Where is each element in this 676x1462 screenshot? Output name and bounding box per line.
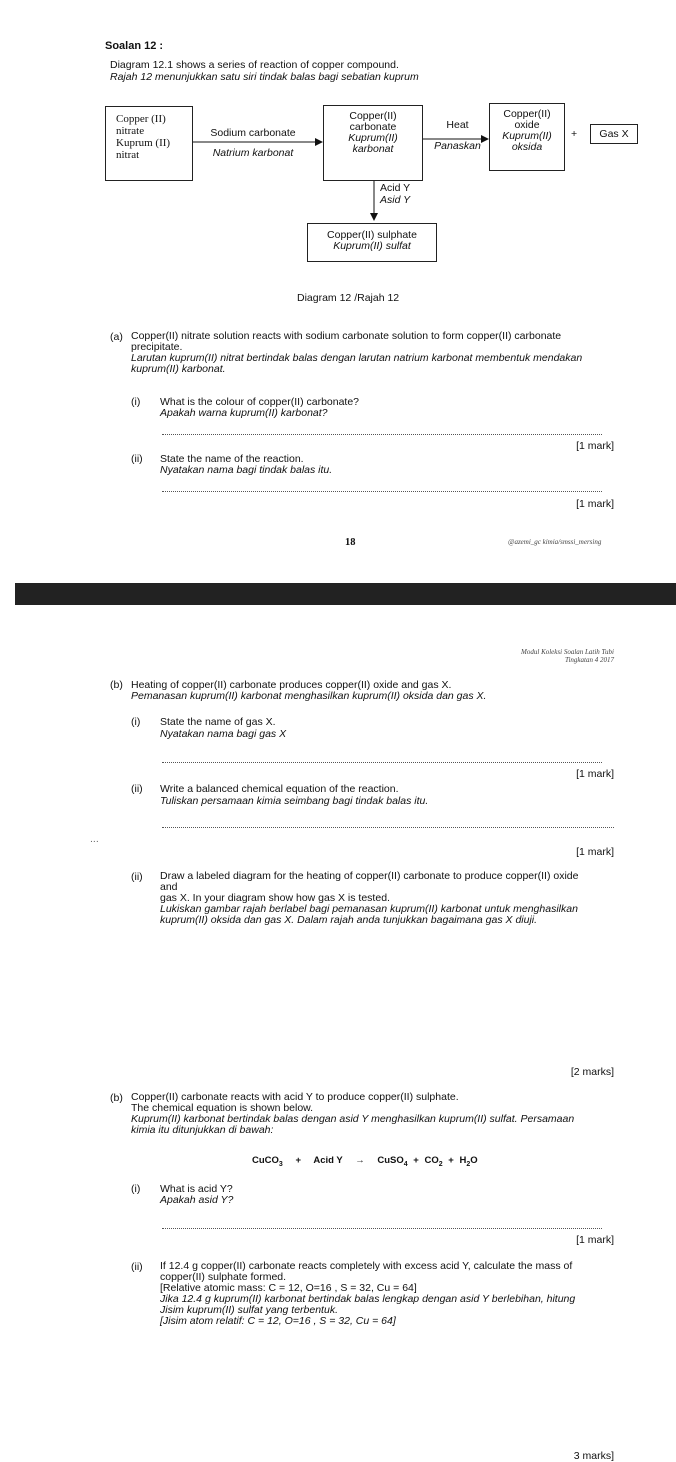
qb-ii-mark: [1 mark]: [576, 846, 614, 858]
box5-line-1: Copper(II) sulphate: [327, 229, 417, 241]
qc-ii-en-3: [Relative atomic mass: C = 12, O=16 , S = 32, Cu = 64]: [160, 1282, 417, 1294]
qb-ii-en: Write a balanced chemical equation of the reaction.: [160, 783, 399, 795]
page-header: [521, 648, 614, 664]
page-number: 18: [345, 537, 356, 548]
qa-i-mark: [1 mark]: [576, 440, 614, 452]
qb-iii-ms-1: Lukiskan gambar rajah berlabel bagi pemanasan kuprum(II) karbonat untuk menghasilkan: [160, 903, 578, 915]
qc-ii-label: (ii): [131, 1261, 143, 1273]
eq-plus-2: +: [413, 1155, 419, 1166]
eq-product-2: CO: [424, 1155, 439, 1166]
intro-ms: Rajah 12 menunjukkan satu siri tindak balas bagi sebatian kuprum: [110, 71, 419, 83]
header-line-2: Tingkatan 4 2017: [564, 656, 614, 664]
intro-en: Diagram 12.1 shows a series of reaction of copper compound.: [110, 59, 399, 71]
qb-iii-en-1: Draw a labeled diagram for the heating of copper(II) carbonate to produce copper(II) oxide: [160, 870, 579, 882]
qc-ii-ms-2: Jisim kuprum(II) sulfat yang terbentuk.: [160, 1304, 338, 1316]
qb-iii-ms-2: kuprum(II) oksida dan gas X. Dalam rajah anda tunjukkan bagaimana gas X diuji.: [160, 914, 538, 926]
copper-nitrate-box: [105, 106, 193, 181]
eq-reactant-1: CuCO: [252, 1155, 279, 1166]
eq-plus-3: +: [448, 1155, 454, 1166]
qa-i-label: (i): [131, 396, 141, 408]
arrow3-label-ms: Asid Y: [380, 194, 411, 206]
plus-sign: +: [571, 128, 578, 140]
qb-iii-label: (ii): [131, 871, 143, 883]
qc-ii-ms-1: Jika 12.4 g kuprum(II) karbonat bertindak balas lengkap dengan asid Y berlebihan, hitung: [160, 1293, 576, 1305]
qb-text-ms: Pemanasan kuprum(II) karbonat menghasilkan kuprum(II) oksida dan gas X.: [131, 690, 487, 702]
qa-ii-en: State the name of the reaction.: [160, 453, 304, 465]
qc-text-en-1: Copper(II) carbonate reacts with acid Y to produce copper(II) sulphate.: [131, 1091, 459, 1103]
box2-line-4: karbonat: [352, 143, 394, 155]
eq-product-3-end: O: [470, 1155, 478, 1166]
qb-ii-answer-line[interactable]: [162, 827, 614, 828]
qa-text-ms-2: kuprum(II) karbonat.: [131, 363, 226, 375]
page-separator: [15, 583, 676, 605]
qa-text-en-2: precipitate.: [131, 341, 183, 353]
arrow-down: [370, 181, 378, 221]
qc-label: (b): [110, 1092, 123, 1104]
box1-line-2: nitrate: [116, 125, 145, 137]
diagram-caption: Diagram 12 /Rajah 12: [297, 292, 400, 304]
qc-ii-en-2: copper(II) sulphate formed.: [160, 1271, 287, 1283]
box1-line-4: nitrat: [116, 149, 140, 161]
box3-line-3: Kuprum(II): [502, 130, 552, 142]
qc-i-mark: [1 mark]: [576, 1234, 614, 1246]
arrow1-label-en: Sodium carbonate: [210, 127, 296, 139]
eq-product-2-sub: 2: [438, 1160, 443, 1168]
qc-ii-en-1: If 12.4 g copper(II) carbonate reacts completely with excess acid Y, calculate the mass of: [160, 1260, 573, 1272]
qc-i-label: (i): [131, 1183, 141, 1195]
eq-product-3-sub: 2: [466, 1160, 471, 1168]
qa-ii-label: (ii): [131, 453, 143, 465]
qc-text-en-2: The chemical equation is shown below.: [131, 1102, 314, 1114]
box3-line-4: oksida: [511, 141, 543, 153]
qc-text-ms-1: Kuprum(II) karbonat bertindak balas dengan asid Y menghasilkan kuprum(II) sulfat. Persamaan: [131, 1113, 575, 1125]
qb-iii-en-2: and: [160, 881, 178, 893]
qb-text-en: Heating of copper(II) carbonate produces copper(II) oxide and gas X.: [131, 679, 452, 691]
eq-reactant-2: Acid Y: [313, 1155, 343, 1166]
qb-i-en: State the name of gas X.: [160, 716, 276, 728]
qa-text-en-1: Copper(II) nitrate solution reacts with sodium carbonate solution to form copper(II) carbonate: [131, 330, 562, 342]
qb-iii-text: [160, 871, 579, 926]
qb-ii-label: (ii): [131, 783, 143, 795]
eq-product-1: CuSO: [377, 1155, 404, 1166]
box3-line-1: Copper(II): [503, 108, 551, 120]
question-heading: Soalan 12 :: [105, 40, 164, 52]
qc-ii-text: [160, 1261, 575, 1327]
qc-i-en: What is acid Y?: [160, 1183, 233, 1195]
qc-i-ms: Apakah asid Y?: [160, 1194, 234, 1206]
qc-text: [131, 1092, 574, 1136]
copper-carbonate-box: [323, 105, 423, 181]
arrow1-label-ms: Natrium karbonat: [212, 147, 294, 159]
qb-i-mark: [1 mark]: [576, 768, 614, 780]
box2-line-2: carbonate: [349, 121, 397, 133]
box5-line-2: Kuprum(II) sulfat: [333, 240, 411, 252]
qb-i-answer-line[interactable]: [162, 762, 602, 763]
header-line-1: Modul Koleksi Soalan Latih Tubi: [521, 648, 614, 656]
qa-text-ms-1: Larutan kuprum(II) nitrat bertindak balas dengan larutan natrium karbonat membentuk mendakan: [131, 352, 583, 364]
qa-i-en: What is the colour of copper(II) carbonate?: [160, 396, 360, 408]
qb-iii-en-3: gas X. In your diagram show how gas X is tested.: [160, 892, 390, 904]
qc-ii-mark: 3 marks]: [573, 1450, 614, 1462]
copper-oxide-box: [489, 103, 565, 171]
qc-i-answer-line[interactable]: [162, 1228, 602, 1229]
eq-product-1-sub: 4: [403, 1160, 408, 1168]
box2-line-1: Copper(II): [349, 110, 397, 122]
eq-reactant-1-sub: 3: [278, 1160, 283, 1168]
arrow-right-1: [193, 138, 323, 146]
copper-sulphate-box: [307, 223, 437, 262]
qb-iii-mark: [2 marks]: [570, 1066, 614, 1078]
box1-line-3: Kuprum (II): [116, 137, 171, 149]
footer-credit: @azemi_gc kimia/smssi_mersing: [508, 538, 602, 546]
qa-ii-mark: [1 mark]: [576, 498, 614, 510]
qa-i-ms: Apakah warna kuprum(II) karbonat?: [160, 407, 328, 419]
qa-ii-ms: Nyatakan nama bagi tindak balas itu.: [160, 464, 333, 476]
gas-x-box: Gas X: [590, 124, 638, 144]
eq-plus-1: +: [295, 1155, 302, 1166]
box1-line-1: Copper (II): [116, 113, 166, 125]
qa-i-answer-line[interactable]: [162, 434, 602, 435]
qb-ii-ms: Tuliskan persamaan kimia seimbang bagi tindak balas itu.: [160, 795, 429, 807]
arrow2-label-ms: Panaskan: [434, 140, 481, 152]
box2-line-3: Kuprum(II): [348, 132, 398, 144]
qa-ii-answer-line[interactable]: [162, 491, 602, 492]
arrow2-label-en: Heat: [446, 119, 469, 131]
qc-text-ms-2: kimia itu ditunjukkan di bawah:: [131, 1124, 274, 1136]
qb-i-label: (i): [131, 716, 141, 728]
qc-ii-ms-3: [Jisim atom relatif: C = 12, O=16 , S = 32, Cu = 64]: [160, 1315, 396, 1327]
arrow3-label-en: Acid Y: [380, 182, 411, 194]
qb-label: (b): [110, 679, 123, 691]
eq-product-3: H: [459, 1155, 467, 1166]
stray-dots: ...: [90, 833, 99, 845]
chemical-equation: [252, 1155, 478, 1168]
eq-arrow: →: [355, 1155, 365, 1166]
box3-line-2: oxide: [514, 119, 540, 131]
qa-label: (a): [110, 331, 123, 343]
qa-text: [131, 331, 582, 375]
qb-i-ms: Nyatakan nama bagi gas X: [160, 728, 287, 740]
